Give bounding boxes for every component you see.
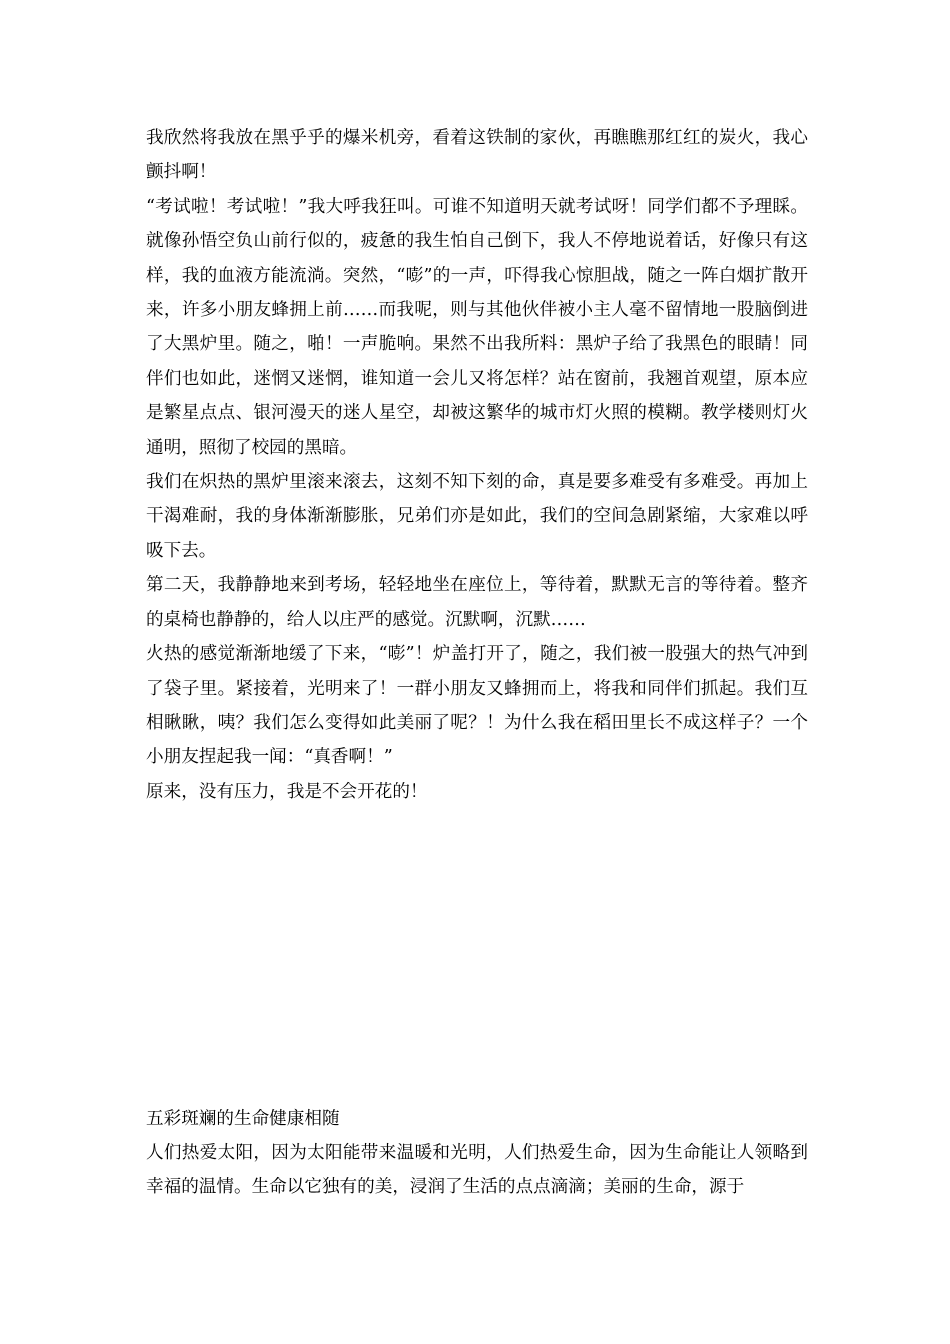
paragraph: 原来，没有压力，我是不会开花的！: [146, 781, 428, 802]
essay-section-life: [146, 1102, 808, 1205]
essay-title: 五彩斑斓的生命健康相随: [146, 1109, 340, 1129]
paragraph: 火热的感觉渐渐地缓了下来，“嘭”！炉盖打开了，随之，我们被一股强大的热气冲到了袋子里。紧接着，光明来了！一群小朋友又蜂拥而上，将我和同伴们抓起。我们互相瞅瞅，咦？我们怎么变得如此美丽了呢？！为什么我在稻田里长不成这样子？一个小朋友捏起我一闻：“真香啊！”: [146, 644, 808, 768]
paragraph: 第二天，我静静地来到考场，轻轻地坐在座位上，等待着，默默无言的等待着。整齐的桌椅也静静的，给人以庄严的感觉。沉默啊，沉默……: [146, 575, 808, 630]
paragraph: 我们在炽热的黑炉里滚来滚去，这刻不知下刻的命，真是要多难受有多难受。再加上干渴难耐，我的身体渐渐膨胀，兄弟们亦是如此，我们的空间急剧紧缩，大家难以呼吸下去。: [146, 472, 808, 561]
paragraph: “考试啦！考试啦！”我大呼我狂叫。可谁不知道明天就考试呀！同学们都不予理睬。就像孙悟空负山前行似的，疲惫的我生怕自己倒下，我人不停地说着话，好像只有这样，我的血液方能流淌。突然，“嘭”的一声，吓得我心惊胆战，随之一阵白烟扩散开来，许多小朋友蜂拥上前……而我呢，则与其他伙伴被小主人毫不留情地一股脑倒进了大黑炉里。随之，啪！一声脆响。果然不出我所料：黑炉子给了我黑色的眼睛！同伴们也如此，迷惘又迷惘，谁知道一会儿又将怎样？站在窗前，我翘首观望，原本应是繁星点点、银河漫天的迷人星空，却被这繁华的城市灯火照的模糊。教学楼则灯火通明，照彻了校园的黑暗。: [146, 196, 808, 458]
paragraph: 我欣然将我放在黑乎乎的爆米机旁，看着这铁制的家伙，再瞧瞧那红红的炭火，我心颤抖啊！: [146, 128, 808, 183]
essay-section-popcorn: [146, 121, 808, 809]
paragraph: 人们热爱太阳，因为太阳能带来温暖和光明，人们热爱生命，因为生命能让人领略到幸福的温情。生命以它独有的美，浸润了生活的点点滴滴；美丽的生命，源于: [146, 1143, 808, 1198]
